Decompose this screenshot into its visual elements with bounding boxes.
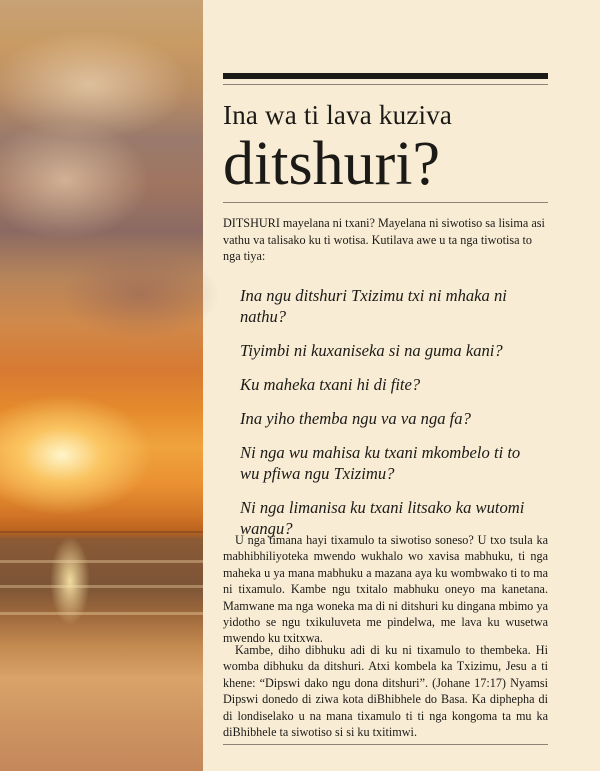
sunset-beach-photo xyxy=(0,0,203,771)
question-item: Tiyimbi ni kuxaniseka si na guma kani? xyxy=(240,341,503,360)
body-paragraph: U nga timana hayi tixamulo ta siwotiso soneso? U txo tsula ka mabhibhiliyoteka mwendo wukhalo wo xavisa mabhuku, ti nga maheka u ya mana mabhuku a mazana aya ku wombwako ti to ma ni tixamulo. Kambe ngu txitalo mabhuku oneyo ma kanetana. Mamwane ma nga woneka ma di ni ditshuri ku dingana mbimo ya yidotho se ngu txikuluveta me pindelwa, me lava ku wusetwa mwendo ku txitxwa. xyxy=(223,533,548,646)
horizon-line xyxy=(0,531,203,533)
cloud xyxy=(60,250,220,340)
question-item: Ina ngu ditshuri Txizimu txi ni mhaka ni nathu? xyxy=(240,286,507,326)
wave xyxy=(0,612,203,615)
cloud xyxy=(0,120,150,240)
question-item: Ina yiho themba ngu va va nga fa? xyxy=(240,409,471,428)
top-thin-rule xyxy=(223,84,548,85)
page-title: ditshuri? xyxy=(223,130,440,198)
body-paragraph: Kambe, diho dibhuku adi di ku ni tixamulo to thembeka. Hi womba dibhuku da ditshuri. Atxi kombela ka Txizimu, Jesu a ti khene: “Dipswi dako ngu dona ditshuri”. (Johane 17:17) Nyamsi Dipswi donedo di ziwa kota diBhibhele do Basa. Ka diphepha di di londiselako u na mana tixamulo ti ti nga kongoma ta mu ka diBhibhele ta siwotiso si si ku txitimwi. xyxy=(223,643,548,740)
top-rule xyxy=(223,73,548,79)
question-item: Ni nga wu mahisa ku txani mkombelo ti to wu pfiwa ngu Txizimu? xyxy=(240,443,521,483)
title-lead: Ina wa ti lava kuziva xyxy=(223,100,453,130)
wave xyxy=(0,585,203,588)
wave xyxy=(0,560,203,563)
question-item: Ni nga limanisa ku txani litsako ka wutomi wangu? xyxy=(240,498,525,538)
article-content xyxy=(203,0,600,771)
bottom-rule xyxy=(223,744,548,745)
intro-paragraph: DITSHURI mayelana ni txani? Mayelana ni siwotiso sa lisima asi vathu va talisako ku ti wotisa. Kutilava awe u ta nga tiwotisa to nga tiya: xyxy=(223,216,545,263)
question-item: Ku maheka txani hi di fite? xyxy=(240,375,421,394)
title-divider xyxy=(223,202,548,203)
question-list xyxy=(240,285,540,552)
